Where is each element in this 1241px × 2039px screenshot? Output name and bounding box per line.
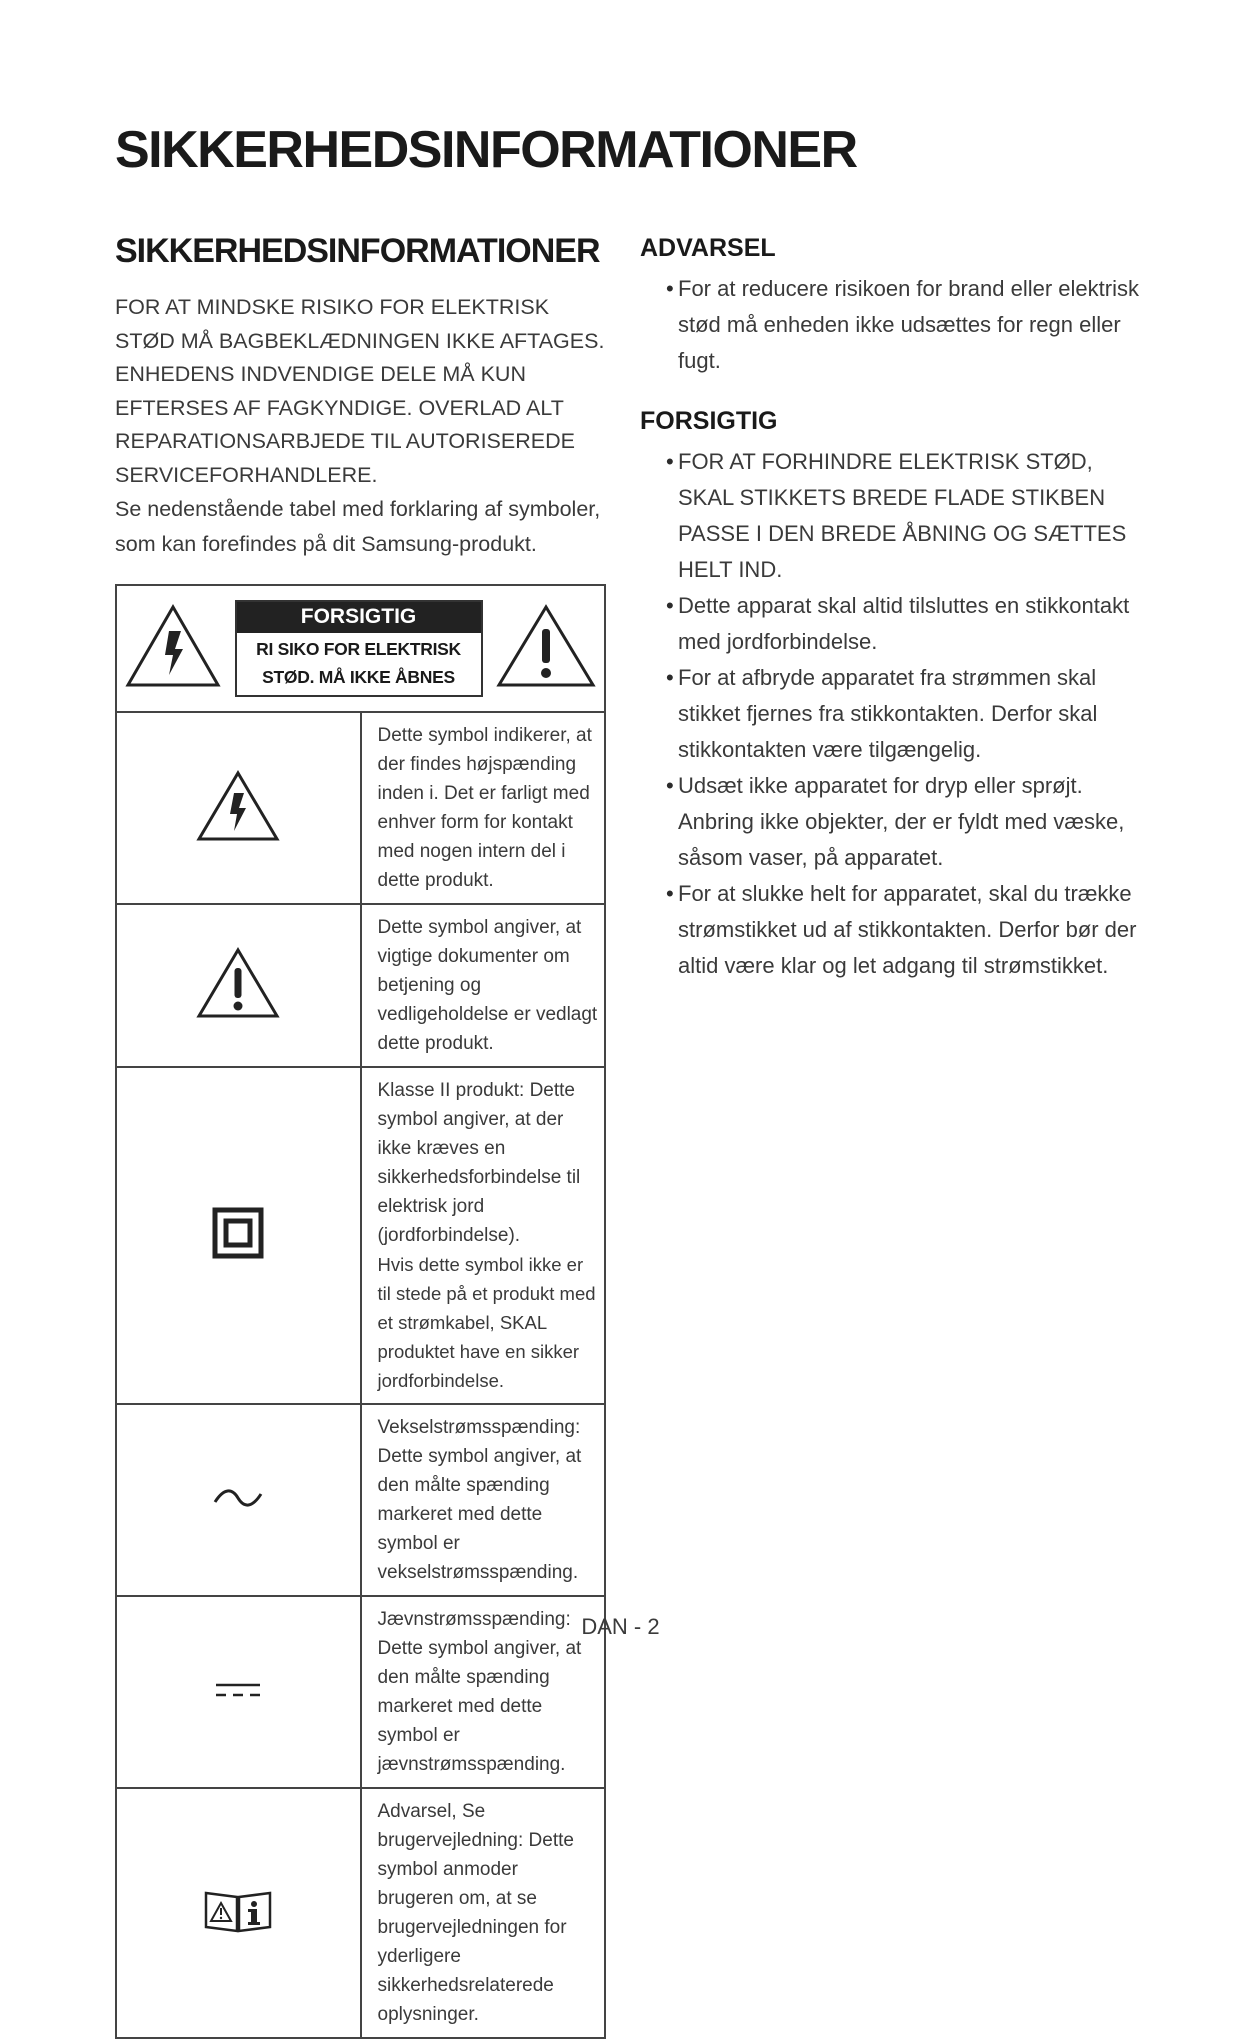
- symbol-table-intro: Se nedenstående tabel med forklaring af symboler, som kan forefindes på dit Samsung-produkt.: [115, 497, 601, 556]
- symbol-table-header-row: [116, 585, 605, 712]
- lightning-triangle-icon: [125, 603, 221, 694]
- symbol-icon-cell: [116, 1067, 361, 1404]
- list-item: • For at afbryde apparatet fra strømmen skal stikket fjernes fra stikkontakten. Derfor skal stikkontakten være tilgængelig.: [640, 660, 1140, 768]
- page-title: SIKKERHEDSINFORMATIONER: [115, 121, 857, 179]
- advarsel-heading: ADVARSEL: [640, 234, 776, 262]
- symbol-icon-cell: [116, 1788, 361, 2038]
- symbol-table: [115, 584, 606, 2039]
- left-column: [115, 232, 610, 562]
- caution-label-text: RI SIKO FOR ELEKTRISK STØD. MÅ IKKE ÅBNES: [256, 639, 461, 687]
- table-row: [116, 1404, 605, 1596]
- ac-wave-icon: [212, 1497, 264, 1514]
- section-title: SIKKERHEDSINFORMATIONER: [115, 232, 600, 270]
- symbol-description: [361, 1067, 606, 1404]
- right-column: [640, 234, 1140, 984]
- forsigtig-list: [640, 444, 1140, 984]
- symbol-description: Dette symbol angiver, at vigtige dokumenter om betjening og vedligeholdelse er vedlagt dette produkt.: [361, 904, 606, 1067]
- caution-label: [235, 600, 483, 697]
- manual-book-icon: [203, 1922, 273, 1939]
- table-row: [116, 1067, 605, 1404]
- table-row: [116, 1788, 605, 2038]
- page-number: DAN - 2: [581, 1614, 660, 1639]
- list-item: • For at reducere risikoen for brand eller elektrisk stød må enheden ikke udsættes for regn eller fugt.: [640, 271, 1140, 379]
- list-item: • For at slukke helt for apparatet, skal du trække strømstikket ud af stikkontakten. Derfor bør der altid være klar og let adgang til strømstikket.: [640, 876, 1140, 984]
- table-row: [116, 712, 605, 904]
- symbol-icon-cell: [116, 904, 361, 1067]
- symbol-description: Dette symbol indikerer, at der findes højspænding inden i. Det er farligt med enhver form for kontakt med nogen intern del i dette produkt.: [361, 712, 606, 904]
- advarsel-list: [640, 271, 1140, 379]
- lightning-triangle-icon: [196, 830, 280, 847]
- dc-lines-icon: [214, 1687, 262, 1704]
- symbol-description: Jævnstrømsspænding: Dette symbol angiver, at den målte spænding markeret med dette symbol er jævnstrømsspænding.: [361, 1596, 606, 1788]
- symbol-description: Advarsel, Se brugervejledning: Dette symbol anmoder brugeren om, at se brugervejledningen for yderligere sikkerhedsrelaterede oplysninger.: [361, 1788, 606, 2038]
- electric-shock-warning: FOR AT MINDSKE RISIKO FOR ELEKTRISK STØD MÅ BAGBEKLÆDNINGEN IKKE AFTAGES. ENHEDENS INDVENDIGE DELE MÅ KUN EFTERSES AF FAGKYNDIGE. OVERLAD ALT REPARATIONSARBJEDE TIL AUTORISEREDE SERVICEFORHANDLERE.: [115, 295, 605, 487]
- class-ii-square-icon: [212, 1246, 264, 1263]
- list-item: • Udsæt ikke apparatet for dryp eller sprøjt. Anbring ikke objekter, der er fyldt med væske, såsom vaser, på apparatet.: [640, 768, 1140, 876]
- exclamation-triangle-icon: [496, 603, 596, 694]
- class-ii-text: Klasse II produkt: Dette symbol angiver, at der ikke kræves en sikkerhedsforbindelse til elektrisk jord (jordforbindelse).: [377, 1080, 581, 1246]
- list-item: • FOR AT FORHINDRE ELEKTRISK STØD, SKAL STIKKETS BREDE FLADE STIKBEN PASSE I DEN BREDE ÅBNING OG SÆTTES HELT IND.: [640, 444, 1140, 588]
- class-ii-note: Hvis dette symbol ikke er til stede på et produkt med et strømkabel, SKAL produktet have en sikker jordforbindelse.: [377, 1254, 596, 1391]
- forsigtig-heading: FORSIGTIG: [640, 407, 778, 435]
- symbol-icon-cell: [116, 712, 361, 904]
- list-item: • Dette apparat skal altid tilsluttes en stikkontakt med jordforbindelse.: [640, 588, 1140, 660]
- table-row: [116, 904, 605, 1067]
- caution-label-title: FORSIGTIG: [237, 602, 481, 633]
- caution-label-cell: [116, 585, 605, 712]
- exclamation-triangle-icon: [196, 1007, 280, 1024]
- symbol-description: Vekselstrømsspænding: Dette symbol angiver, at den målte spænding markeret med dette symbol er vekselstrømsspænding.: [361, 1404, 606, 1596]
- symbol-icon-cell: [116, 1404, 361, 1596]
